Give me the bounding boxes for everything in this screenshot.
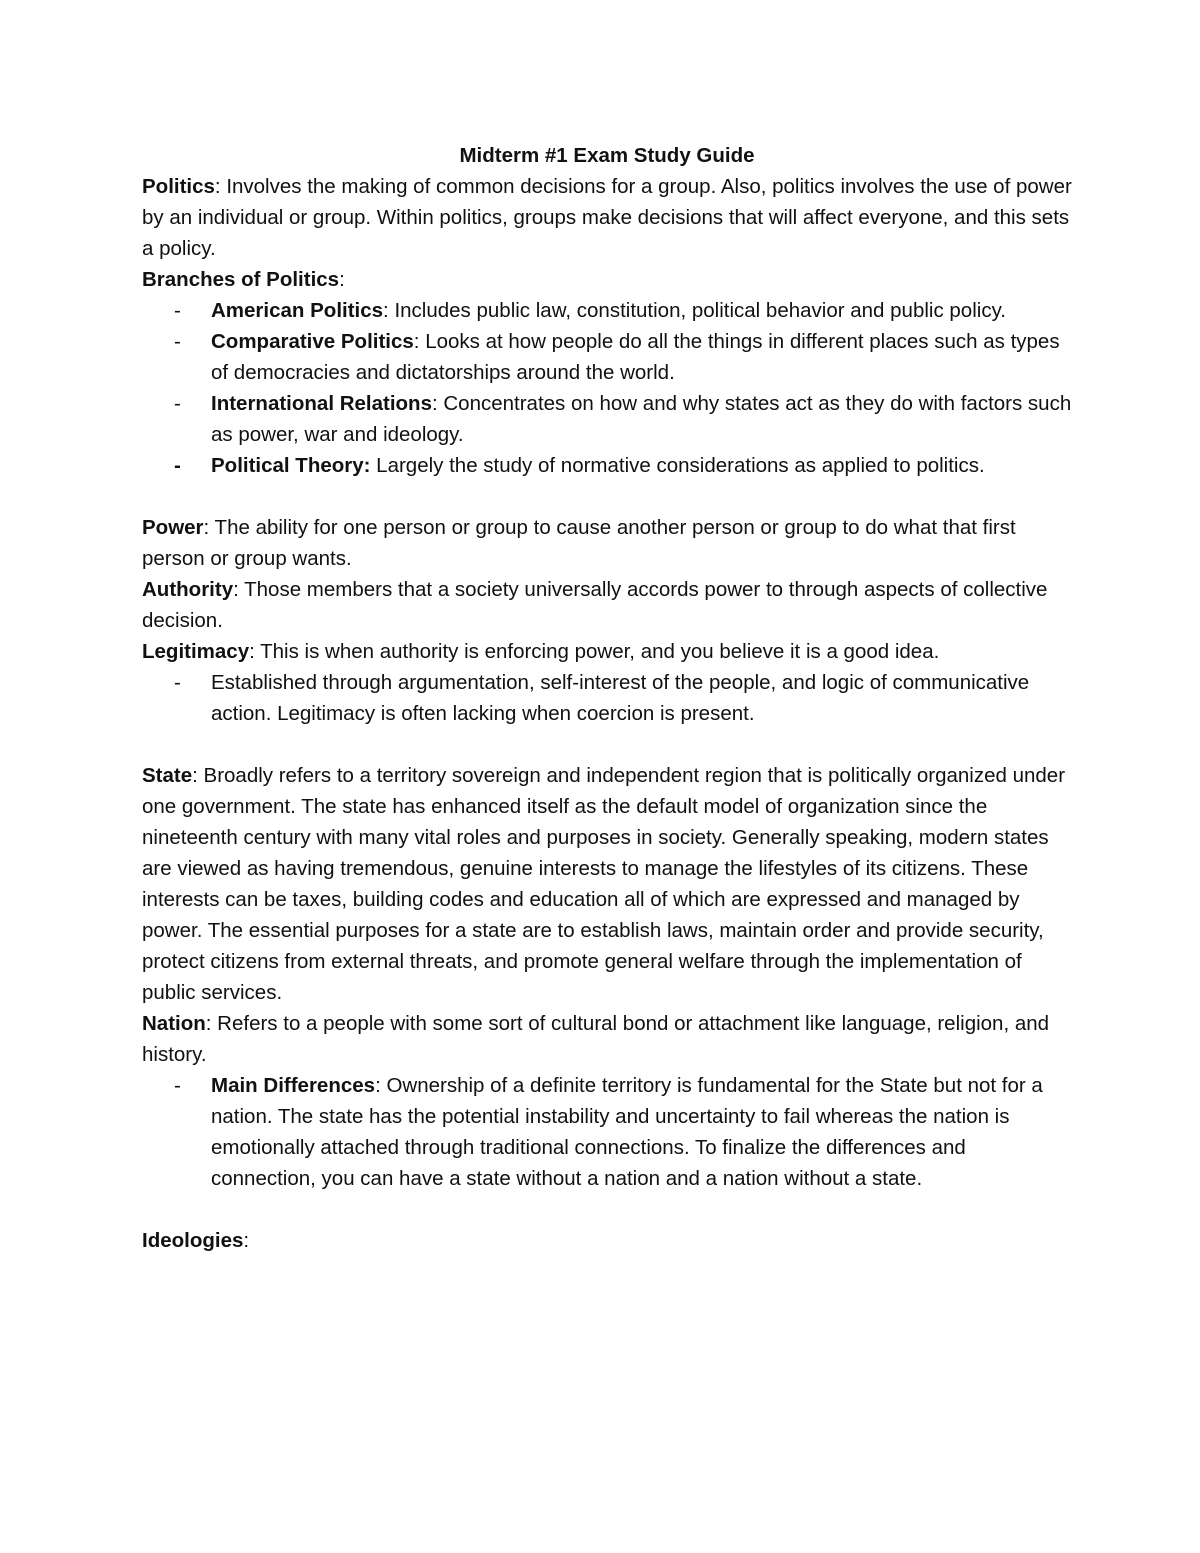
- power-text: : The ability for one person or group to cause another person or group to do what that first person or group wants.: [142, 516, 1016, 570]
- nation-text: : Refers to a people with some sort of cultural bond or attachment like language, religion, and history.: [142, 1012, 1050, 1066]
- dash-bullet: -: [174, 392, 181, 415]
- branch-text: : Includes public law, constitution, political behavior and public policy.: [383, 299, 1006, 322]
- dash-bullet: -: [174, 671, 181, 694]
- power-term: Power: [142, 516, 204, 539]
- branches-term: Branches of Politics: [142, 268, 340, 291]
- branches-list: [142, 295, 1072, 481]
- spacer: [142, 1194, 1072, 1225]
- branch-term: Political Theory:: [211, 454, 371, 477]
- politics-text: : Involves the making of common decisions for a group. Also, politics involves the use of power by an individual or group. Within politics, groups make decisions that will affect everyone, and this sets a policy.: [142, 175, 1072, 260]
- spacer: [142, 729, 1072, 760]
- politics-definition: [142, 171, 1072, 264]
- branches-heading: [142, 264, 1072, 295]
- branch-term: International Relations: [211, 392, 432, 415]
- dash-bullet: -: [174, 454, 181, 477]
- nation-term: Nation: [142, 1012, 206, 1035]
- branches-colon: :: [339, 268, 345, 291]
- ideologies-colon: :: [243, 1229, 250, 1252]
- politics-term: Politics: [142, 175, 215, 198]
- branch-term: American Politics: [211, 299, 384, 322]
- list-item: [142, 450, 1072, 481]
- legitimacy-text: : This is when authority is enforcing power, and you believe it is a good idea.: [249, 640, 940, 663]
- list-item: [142, 326, 1072, 388]
- ideologies-term: Ideologies: [142, 1229, 244, 1252]
- differences-text: : Ownership of a definite territory is fundamental for the State but not for a nation. The state has the potential instability and uncertainty to fail whereas the nation is emotionally attached through traditional connections. To finalize the differences and connection, you can have a state without a nation and a nation without a state.: [211, 1074, 1043, 1190]
- list-item: [142, 388, 1072, 450]
- dash-bullet: -: [174, 299, 181, 322]
- dash-bullet: -: [174, 1074, 181, 1097]
- nation-definition: [142, 1008, 1072, 1070]
- spacer: [142, 481, 1072, 512]
- dash-bullet: -: [174, 330, 181, 353]
- legitimacy-definition: [142, 636, 1072, 667]
- legitimacy-list: [142, 667, 1072, 729]
- legitimacy-note: Established through argumentation, self-interest of the people, and logic of communicative action. Legitimacy is often lacking when coercion is present.: [211, 671, 1030, 725]
- document-page: [142, 140, 1072, 1256]
- legitimacy-term: Legitimacy: [142, 640, 250, 663]
- power-definition: [142, 512, 1072, 574]
- authority-term: Authority: [142, 578, 234, 601]
- state-text: : Broadly refers to a territory sovereign and independent region that is politically organized under one government. The state has enhanced itself as the default model of organization since the nineteenth century with many vital roles and purposes in society. Generally speaking, modern states are viewed as having tremendous, genuine interests to manage the lifestyles of its citizens. These interests can be taxes, building codes and education all of which are expressed and managed by power. The essential purposes for a state are to establish laws, maintain order and provide security, protect citizens from external threats, and promote general welfare through the implementation of public services.: [142, 764, 1066, 1004]
- document-title: Midterm #1 Exam Study Guide: [459, 144, 755, 167]
- list-item: [142, 667, 1072, 729]
- branch-text: Largely the study of normative considerations as applied to politics.: [370, 454, 985, 477]
- authority-definition: [142, 574, 1072, 636]
- state-definition: [142, 760, 1072, 1008]
- nation-list: [142, 1070, 1072, 1194]
- branch-text: : Concentrates on how and why states act as they do with factors such as power, war and ideology.: [211, 392, 1072, 446]
- state-term: State: [142, 764, 193, 787]
- ideologies-heading: [142, 1225, 1072, 1256]
- list-item: [142, 295, 1072, 326]
- differences-term: Main Differences: [211, 1074, 376, 1097]
- authority-text: : Those members that a society universally accords power to through aspects of collective decision.: [142, 578, 1048, 632]
- branch-text: : Looks at how people do all the things in different places such as types of democracies and dictatorships around the world.: [211, 330, 1060, 384]
- list-item: [142, 1070, 1072, 1194]
- branch-term: Comparative Politics: [211, 330, 414, 353]
